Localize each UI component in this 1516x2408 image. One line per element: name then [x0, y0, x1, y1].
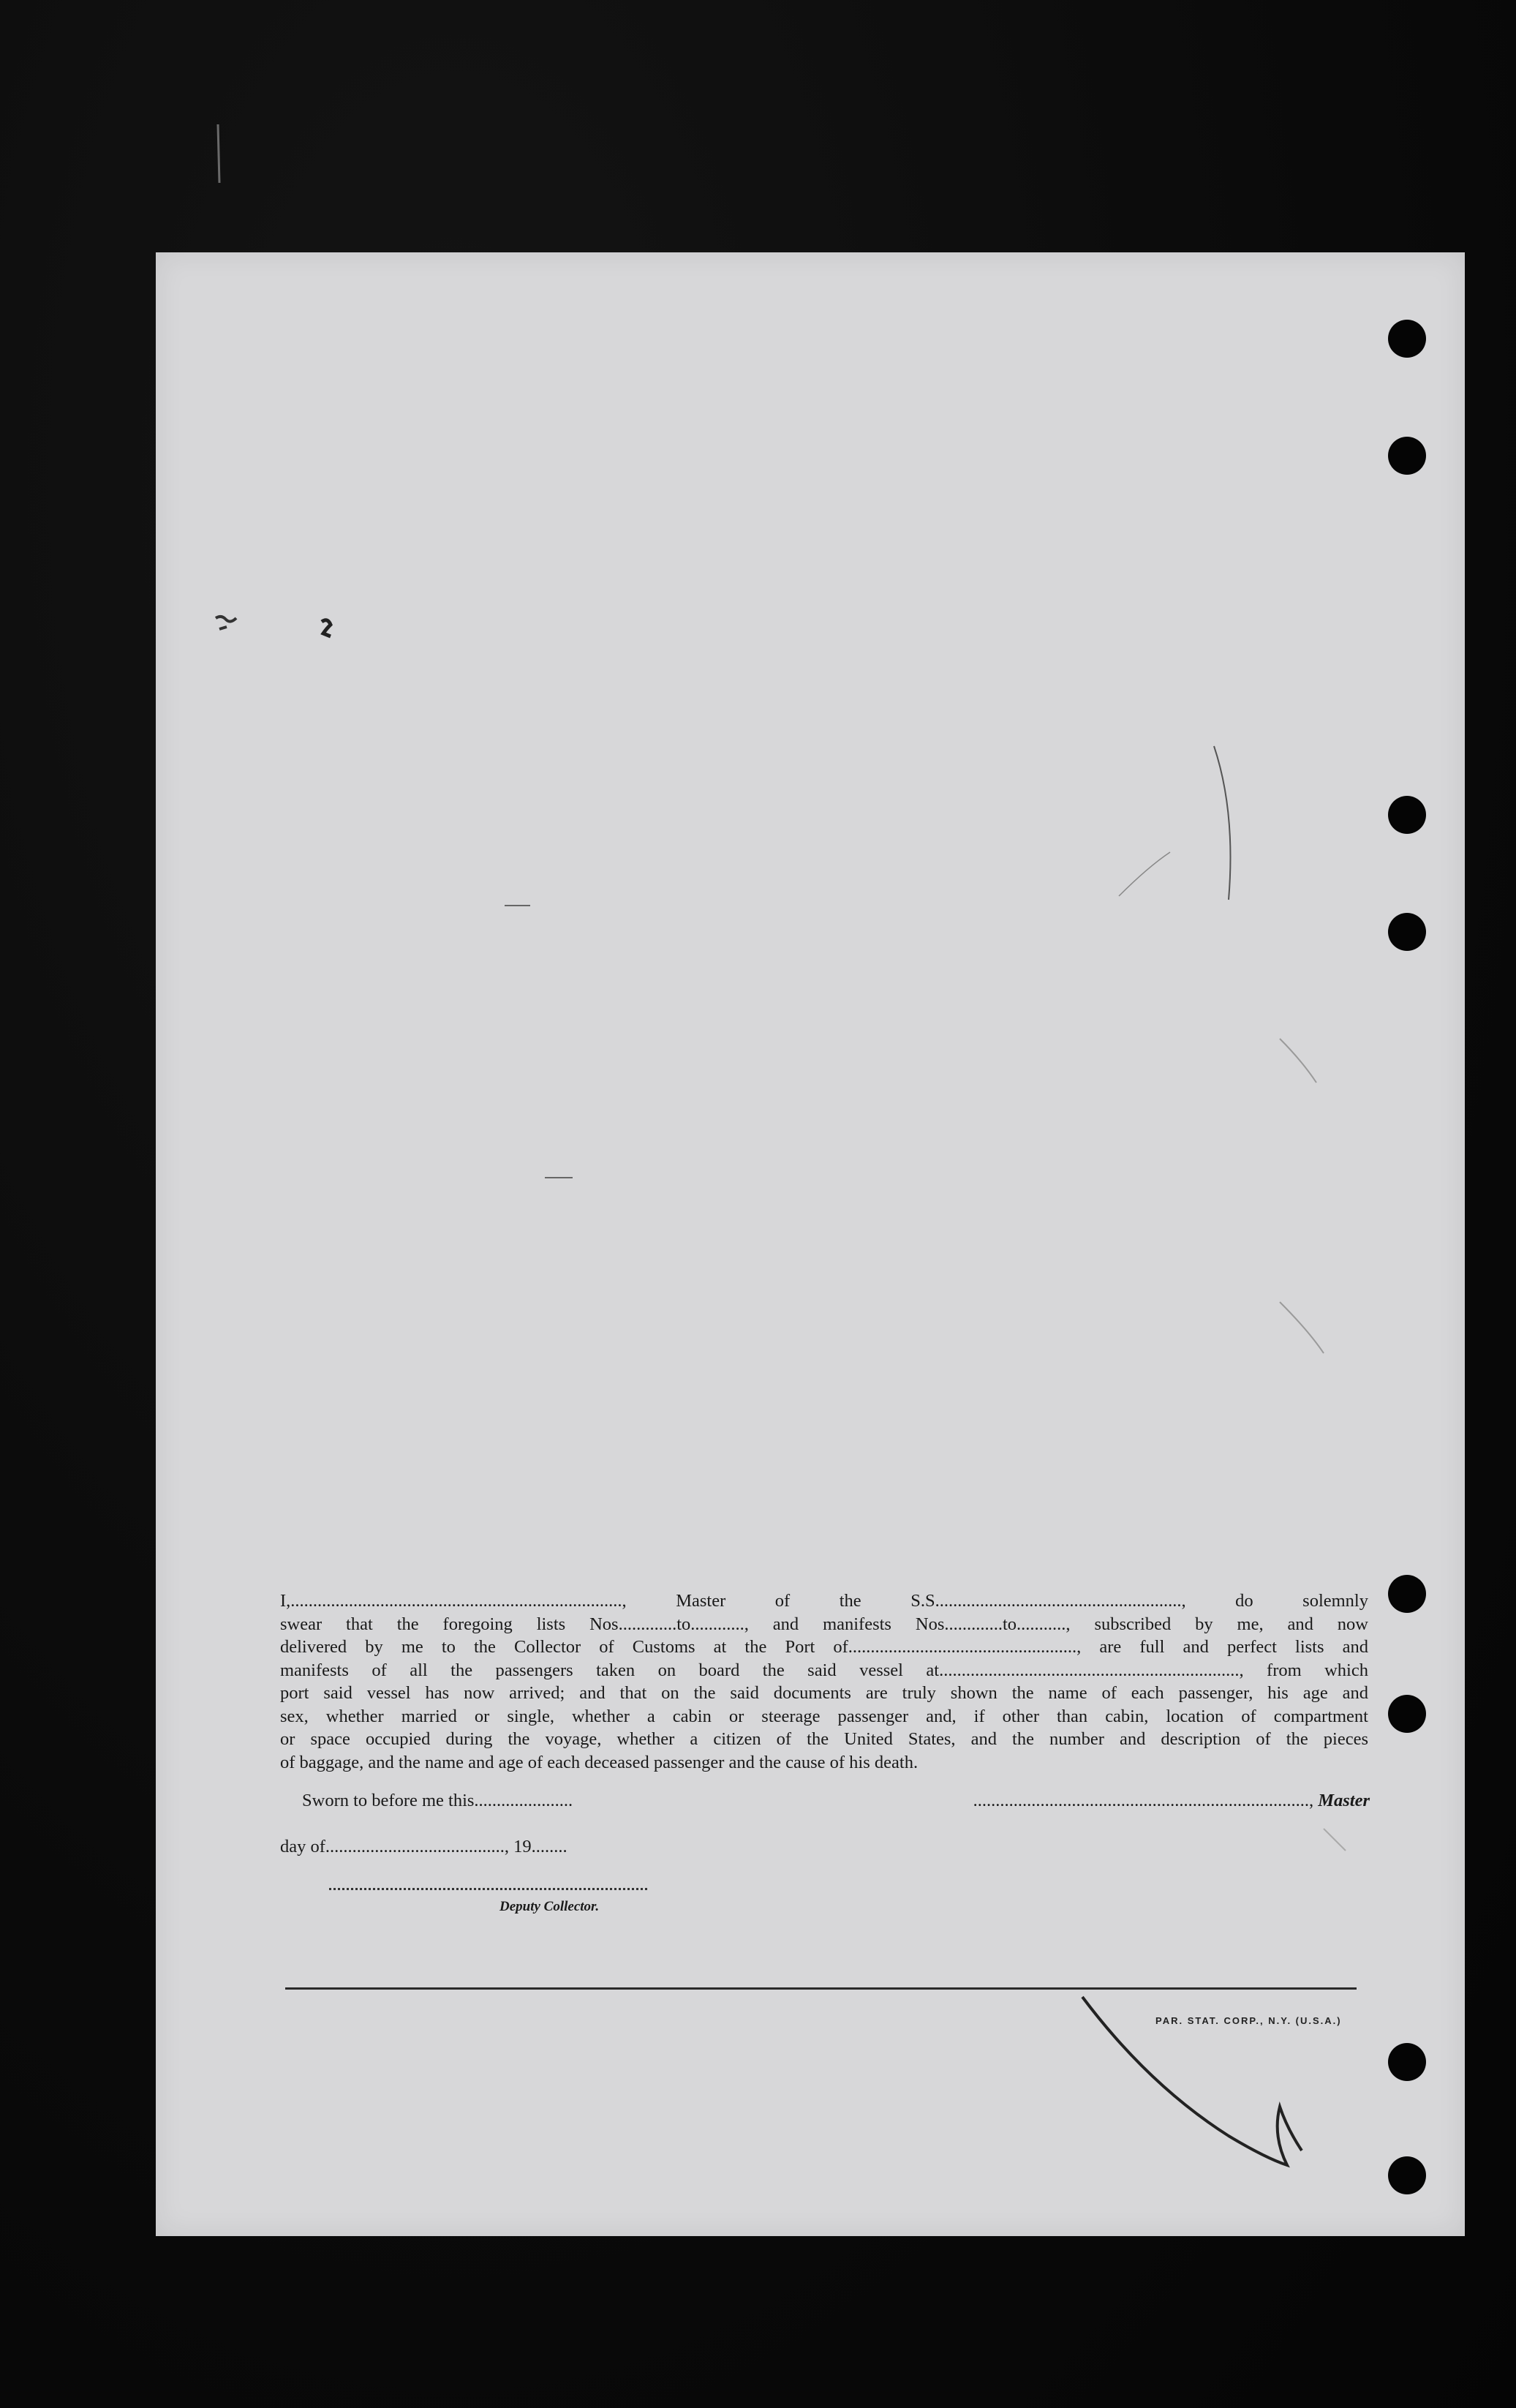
oath-line: of baggage, and the name and age of each deceased passenger and the cause of his death.: [280, 1752, 919, 1772]
deputy-signature-dots: [329, 1882, 647, 1890]
oath-line: delivered by me to the Collector of Customs at the Port of..................................................., are full and perfect lists and: [280, 1637, 1368, 1657]
oath-line: swear that the foregoing lists Nos.............to............, and manifests Nos.............to..........., subscribed by me, and now: [280, 1614, 1368, 1634]
oath-line: manifests of all the passengers taken on board the said vessel at..................................................................., from which: [280, 1660, 1368, 1680]
oath-line: I,.........................................................................., Master of the S.S......................................................., do solemnly: [280, 1591, 1368, 1611]
oath-line: port said vessel has now arrived; and that on the said documents are truly shown the name of each passenger, his age and: [280, 1683, 1368, 1703]
sworn-before-line: Sworn to before me this......................: [302, 1791, 573, 1810]
day-of-line: day of........................................, 19........: [280, 1837, 567, 1856]
printer-imprint: PAR. STAT. CORP., N.Y. (U.S.A.): [1155, 2015, 1342, 2026]
master-label: Master: [1318, 1791, 1370, 1810]
master-signature-line: [927, 1791, 1370, 1811]
master-oath-paragraph: [280, 1589, 1368, 1774]
oath-line: or space occupied during the voyage, whether a citizen of the United States, and the number and description of the pieces: [280, 1729, 1368, 1749]
deputy-collector-label: Deputy Collector.: [499, 1899, 600, 1914]
master-signature-dots: ...........................................................................,: [973, 1791, 1314, 1810]
footer-rule: [285, 1987, 1357, 1990]
oath-line: sex, whether married or single, whether a cabin or steerage passenger and, if other than cabin, location of compartment: [280, 1706, 1368, 1726]
